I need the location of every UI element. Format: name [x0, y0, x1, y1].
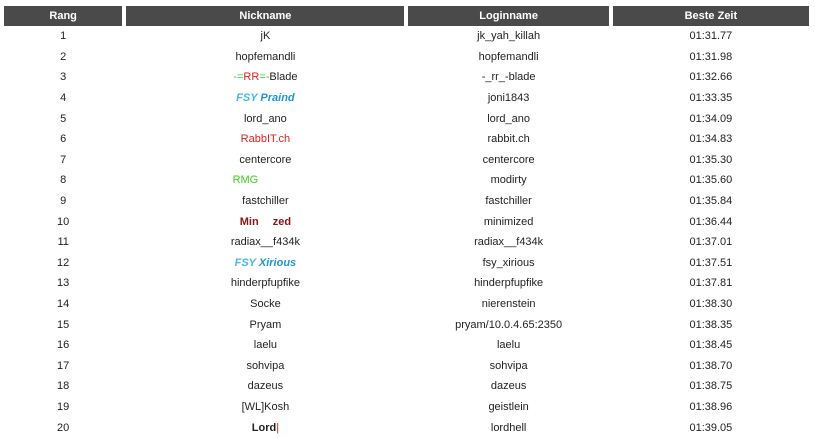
rang-cell: 4 — [60, 92, 67, 105]
loginname-cell: lord_ano — [487, 112, 531, 125]
nickname-part: -= — [233, 71, 244, 84]
nickname-cell — [126, 314, 404, 335]
nickname-part: hopfemandli — [235, 50, 296, 63]
table-row — [4, 417, 809, 438]
beste-zeit-cell: 01:38.96 — [689, 400, 733, 413]
rang-cell: 18 — [57, 380, 70, 393]
loginname-cell: fsy_xirious — [482, 256, 535, 269]
leaderboard-table — [0, 6, 813, 438]
beste-zeit-cell: 01:38.45 — [689, 339, 733, 352]
nickname — [235, 51, 295, 63]
beste-zeit-cell: 01:33.35 — [689, 92, 733, 105]
loginname-cell: joni1843 — [487, 92, 530, 105]
nickname-cell — [126, 26, 404, 47]
table-header-row — [4, 6, 809, 26]
beste-zeit-cell: 01:34.83 — [689, 133, 733, 146]
beste-zeit-cell: 01:38.70 — [689, 359, 733, 372]
rang-cell: 3 — [60, 71, 67, 84]
nickname-part: Blade — [269, 71, 298, 84]
leaderboard-body — [4, 26, 809, 438]
nickname-cell — [126, 150, 404, 171]
rang-cell: 11 — [57, 236, 69, 249]
nickname-part: radiax__f434k — [230, 236, 300, 249]
nickname-cell — [126, 232, 404, 253]
rang-cell: 2 — [60, 50, 67, 63]
loginname-cell: rabbit.ch — [487, 133, 530, 146]
loginname-cell: fastchiller — [485, 195, 532, 208]
beste-zeit-cell: 01:35.30 — [689, 153, 733, 166]
nickname-cell — [126, 294, 404, 315]
loginname-cell: jk_yah_killah — [477, 30, 541, 43]
nickname-cell — [126, 67, 404, 88]
header-loginname[interactable]: Loginname — [408, 6, 608, 26]
header-beste-zeit[interactable]: Beste Zeit — [613, 6, 809, 26]
nickname — [248, 380, 283, 392]
header-rang[interactable]: Rang — [4, 6, 122, 26]
nickname-part: sohvipa — [246, 359, 285, 372]
table-row — [4, 211, 809, 232]
rang-cell: 16 — [57, 339, 70, 352]
loginname-cell: centercore — [482, 153, 535, 166]
nickname — [231, 277, 300, 289]
nickname-part: Socke — [250, 298, 281, 311]
loginname-cell: modirty — [490, 174, 527, 187]
loginname-cell: minimized — [483, 215, 534, 228]
nickname-cell — [126, 335, 404, 356]
nickname-cell — [126, 88, 404, 109]
table-row — [4, 232, 809, 253]
beste-zeit-cell: 01:39.05 — [689, 421, 733, 434]
nickname-cell — [126, 376, 404, 397]
nickname-cell — [126, 170, 404, 191]
nickname — [244, 113, 287, 125]
nickname-cell — [126, 356, 404, 377]
nickname — [233, 174, 259, 186]
nickname — [235, 257, 297, 269]
rang-cell: 1 — [60, 30, 67, 43]
table-row — [4, 356, 809, 377]
nickname — [236, 92, 295, 104]
nickname-part: fastchiller — [242, 195, 289, 208]
rang-cell: 8 — [60, 174, 67, 187]
rang-cell: 5 — [60, 112, 67, 125]
nickname-part: Praind — [257, 92, 295, 105]
table-row — [4, 150, 809, 171]
table-row — [4, 108, 809, 129]
rang-cell: 6 — [60, 133, 67, 146]
nickname-part: Lord — [251, 421, 277, 434]
table-row — [4, 47, 809, 68]
table-row — [4, 170, 809, 191]
nickname-cell — [126, 397, 404, 418]
nickname-part: centercore — [239, 153, 292, 166]
nickname-part: Min — [239, 215, 259, 228]
nickname — [241, 133, 291, 145]
rang-cell: 10 — [57, 215, 70, 228]
loginname-cell: laelu — [496, 339, 521, 352]
loginname-cell: geistlein — [488, 400, 529, 413]
beste-zeit-cell: 01:38.35 — [689, 318, 733, 331]
loginname-cell: hinderpfupfike — [474, 277, 544, 290]
beste-zeit-cell: 01:31.77 — [689, 30, 733, 43]
nickname-part: zed — [272, 215, 292, 228]
rang-cell: 13 — [57, 277, 70, 290]
nickname-cell — [126, 108, 404, 129]
nickname — [250, 319, 282, 331]
table-row — [4, 191, 809, 212]
nickname-part: Pryam — [249, 318, 282, 331]
table-row — [4, 253, 809, 274]
loginname-cell: lordhell — [490, 421, 527, 434]
beste-zeit-cell: 01:32.66 — [689, 71, 733, 84]
nickname-part: hinderpfupfike — [230, 277, 300, 290]
nickname-cell — [126, 417, 404, 438]
nickname-cell — [126, 129, 404, 150]
nickname-part: lord_ano — [243, 112, 287, 125]
nickname — [231, 236, 300, 248]
rang-cell: 15 — [57, 318, 70, 331]
nickname — [233, 71, 297, 83]
nickname-part: =- — [259, 71, 270, 84]
beste-zeit-cell: 01:38.30 — [689, 298, 733, 311]
loginname-cell: nierenstein — [481, 298, 536, 311]
loginname-cell: dazeus — [490, 380, 527, 393]
nickname-part: laelu — [253, 339, 278, 352]
table-row — [4, 335, 809, 356]
nickname-cell — [126, 47, 404, 68]
beste-zeit-cell: 01:37.81 — [689, 277, 733, 290]
loginname-cell: -_rr_-blade — [481, 71, 536, 84]
nickname — [261, 30, 271, 42]
nickname — [252, 422, 279, 434]
table-row — [4, 376, 809, 397]
table-row — [4, 26, 809, 47]
nickname-cell — [126, 211, 404, 232]
beste-zeit-cell: 01:34.09 — [689, 112, 733, 125]
nickname-part: RR — [243, 71, 260, 84]
loginname-cell: hopfemandli — [478, 50, 539, 63]
table-row — [4, 294, 809, 315]
table-row — [4, 314, 809, 335]
nickname-part: RMG — [232, 174, 259, 187]
nickname — [246, 360, 284, 372]
rang-cell: 12 — [57, 256, 70, 269]
table-row — [4, 67, 809, 88]
beste-zeit-cell: 01:35.60 — [689, 174, 733, 187]
rang-cell: 14 — [57, 298, 70, 311]
nickname-part: jK — [260, 30, 271, 43]
table-row — [4, 273, 809, 294]
beste-zeit-cell: 01:36.44 — [689, 215, 733, 228]
nickname-part: RabbIT.ch — [240, 133, 291, 146]
table-row — [4, 129, 809, 150]
nickname — [242, 195, 288, 207]
nickname-part: FSY — [234, 256, 256, 269]
nickname — [239, 154, 291, 166]
rang-cell: 20 — [57, 421, 70, 434]
nickname-cell — [126, 273, 404, 294]
nickname — [240, 216, 291, 228]
nickname-cell — [126, 253, 404, 274]
table-row — [4, 88, 809, 109]
loginname-cell: sohvipa — [489, 359, 528, 372]
table-row — [4, 397, 809, 418]
nickname-part: FSY — [236, 92, 258, 105]
nickname — [250, 298, 281, 310]
beste-zeit-cell: 01:38.75 — [689, 380, 733, 393]
beste-zeit-cell: 01:35.84 — [689, 195, 733, 208]
beste-zeit-cell: 01:37.01 — [689, 236, 733, 249]
header-nickname[interactable]: Nickname — [126, 6, 404, 26]
nickname-cell — [126, 191, 404, 212]
loginname-cell: radiax__f434k — [474, 236, 544, 249]
nickname — [254, 339, 277, 351]
rang-cell: 19 — [57, 400, 70, 413]
beste-zeit-cell: 01:31.98 — [689, 50, 733, 63]
nickname-part: dazeus — [247, 380, 284, 393]
nickname-part: Xirious — [255, 256, 297, 269]
rang-cell: 17 — [57, 359, 70, 372]
rang-cell: 7 — [60, 153, 67, 166]
nickname — [242, 401, 290, 413]
nickname-part: | — [276, 421, 280, 434]
beste-zeit-cell: 01:37.51 — [689, 256, 733, 269]
nickname-part: [WL]Kosh — [241, 400, 290, 413]
rang-cell: 9 — [60, 195, 67, 208]
loginname-cell: pryam/10.0.4.65:2350 — [455, 318, 563, 331]
